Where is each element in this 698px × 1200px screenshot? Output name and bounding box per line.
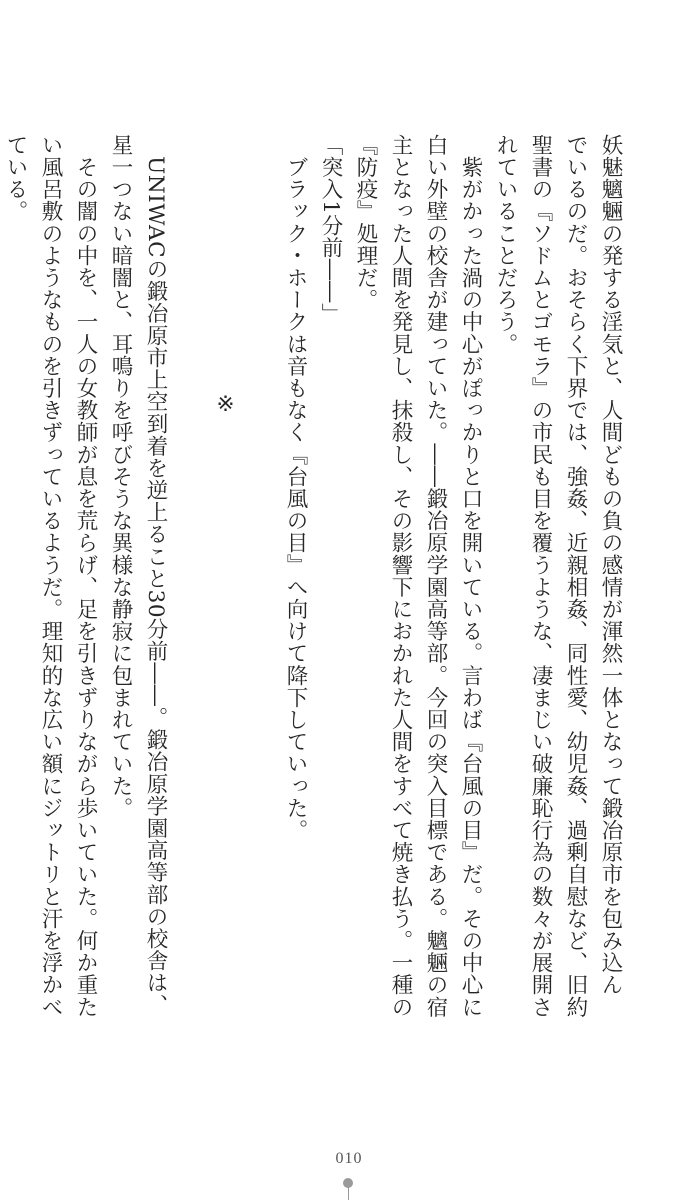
text-line: 主となった人間を発見し、抹殺し、その影響下におかれた人間をすべて焼き払う。一種の (388, 134, 413, 1018)
text-line: 「突入1分前――」 (318, 134, 343, 326)
page-marker-stem (348, 1186, 349, 1200)
text-line: でいるのだ。おそらく下界では、強姦、近親相姦、同性愛、幼児姦、過剰自慰など、旧約 (563, 134, 588, 1018)
text-line: 白い外壁の校舎が建っていた。――鍛冶原学園高等部。今回の突入目標である。魑魎の宿 (423, 134, 448, 1018)
page-number: 010 (335, 1150, 363, 1167)
text-line: 『防疫』処理だ。 (353, 134, 378, 311)
text-line: UNIWACの鍛冶原市上空到着を逆上ること30分前――。鍛冶原学園高等部の校舎は、 (143, 134, 168, 1016)
section-separator: ※ (213, 392, 238, 418)
text-line: ブラック・ホークは音もなく『台風の目』へ向けて降下していった。 (283, 134, 308, 842)
text-line: 紫がかった渦の中心がぽっかりと口を開いている。言わば『台風の目』だ。その中心に (458, 134, 483, 1018)
vertical-text-body (0, 134, 628, 1094)
text-line: 聖書の『ソドムとゴモラ』の市民も目を覆うような、凄まじい破廉恥行為の数々が展開さ (528, 134, 553, 1018)
text-line: い風呂敷のようなものを引きずっているようだ。理知的な広い額にジットリと汗を浮かべ (38, 134, 63, 1018)
text-line: ている。 (3, 134, 28, 223)
text-line: 妖魅魑魎の発する淫気と、人間どもの負の感情が渾然一体となって鍛冶原市を包み込ん (598, 134, 623, 996)
text-line: れていることだろう。 (493, 134, 518, 355)
blank-line (173, 134, 208, 1094)
text-line: その闇の中を、一人の女教師が息を荒らげ、足を引きずりながら歩いていた。何か重た (73, 134, 98, 1018)
blank-line (243, 134, 278, 1094)
text-line: 星一つない暗闇と、耳鳴りを呼びそうな異様な静寂に包まれていた。 (108, 134, 133, 820)
